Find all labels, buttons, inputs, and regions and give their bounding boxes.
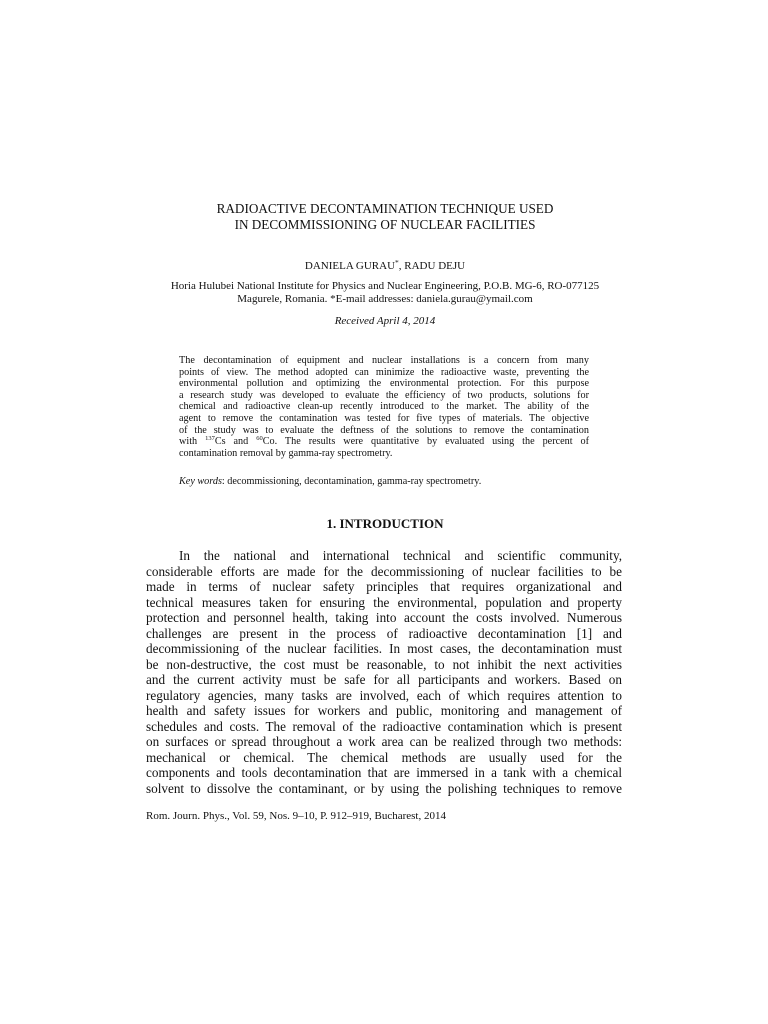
body-text — [146, 548, 622, 796]
affiliation — [100, 280, 670, 306]
affiliation-line-1: Horia Hulubei National Institute for Physics and Nuclear Engineering, P.O.B. MG-6, RO-077125 — [170, 280, 600, 292]
author-name: DANIELA GURAU — [304, 260, 396, 272]
title-line-1: RADIOACTIVE DECONTAMINATION TECHNIQUE USED — [216, 201, 554, 216]
body-line: protection and personnel health, taking into account the costs involved. Numerous — [146, 610, 622, 625]
abstract — [179, 355, 589, 459]
body-line: solvent to dissolve the contaminant, or by using the polishing techniques to remove — [146, 780, 622, 796]
author-separator: , — [398, 260, 405, 272]
abstract-line: chemical and radioactive clean-up recently introduced to the market. The ability of the — [179, 401, 589, 413]
abstract-line: of the study was to evaluate the deftness of the solutions to remove the contamination — [179, 424, 589, 436]
body-line: decommissioning of the nuclear facilities. In most cases, the decontamination must — [146, 641, 622, 656]
paper-title — [100, 201, 670, 233]
abstract-text: with — [179, 436, 206, 448]
body-line: health and safety issues for workers and public, monitoring and management of — [146, 703, 622, 718]
abstract-line: a research study was developed to evaluate the efficiency of two products, solutions for — [179, 389, 589, 401]
title-line-2: IN DECOMMISSIONING OF NUCLEAR FACILITIES — [234, 217, 536, 232]
body-line: mechanical or chemical. The chemical methods are usually used for the — [146, 749, 622, 765]
abstract-text: Co. The results were quantitative by evaluated using the percent of — [262, 436, 589, 448]
section-heading: 1. INTRODUCTION — [326, 516, 444, 531]
author-name: RADU DEJU — [404, 260, 466, 272]
body-line: be non-destructive, the cost must be reasonable, to not inhibit the next activities — [146, 656, 622, 672]
journal-citation-footer: Rom. Journ. Phys., Vol. 59, Nos. 9–10, P. 912–919, Bucharest, 2014 — [146, 810, 446, 822]
received-date: Received April 4, 2014 — [334, 315, 436, 327]
body-line: In the national and international technical and scientific community, — [179, 548, 622, 563]
body-line: made in terms of nuclear safety principles that requires organizational and — [146, 579, 622, 594]
body-line: challenges are present in the process of radioactive decontamination [1] and — [146, 625, 622, 641]
keywords-text: : decommissioning, decontamination, gamma-ray spectrometry. — [221, 476, 482, 487]
body-line: regulatory agencies, many tasks are involved, each of which requires attention to — [146, 687, 622, 703]
isotope-mass-number: 137 — [205, 435, 215, 443]
body-line: and the current activity must be safe for all participants and workers. Based on — [146, 672, 622, 687]
abstract-line: environmental pollution and optimizing the environmental protection. For this purpose — [179, 378, 589, 390]
author-list — [100, 259, 670, 273]
body-line: components and tools decontamination that are immersed in a tank with a chemical — [146, 765, 622, 780]
body-line: considerable efforts are made for the decommissioning of nuclear facilities to be — [146, 563, 622, 579]
abstract-line: points of view. The method adopted can minimize the radioactive waste, preventing the — [179, 366, 589, 378]
body-line: schedules and costs. The removal of the radioactive contamination which is present — [146, 718, 622, 734]
abstract-text: Cs and — [214, 436, 257, 448]
abstract-line-isotopes — [179, 436, 589, 448]
abstract-line: contamination removal by gamma-ray spectrometry. — [179, 447, 393, 459]
isotope-mass-number: 60 — [256, 435, 263, 443]
affiliation-line-2: Magurele, Romania. *E-mail addresses: daniela.gurau@ymail.com — [237, 293, 533, 305]
body-line: on surfaces or spread throughout a work area can be realized through two methods: — [146, 734, 622, 749]
body-line: technical measures taken for ensuring the environmental, population and property — [146, 594, 622, 610]
keywords-label: Key words — [179, 476, 222, 487]
abstract-line: The decontamination of equipment and nuclear installations is a concern from many — [179, 355, 589, 366]
corresponding-author-mark: * — [395, 258, 399, 267]
keywords — [179, 476, 589, 488]
abstract-line: agent to remove the contamination was tested for five types of materials. The objective — [179, 412, 589, 424]
